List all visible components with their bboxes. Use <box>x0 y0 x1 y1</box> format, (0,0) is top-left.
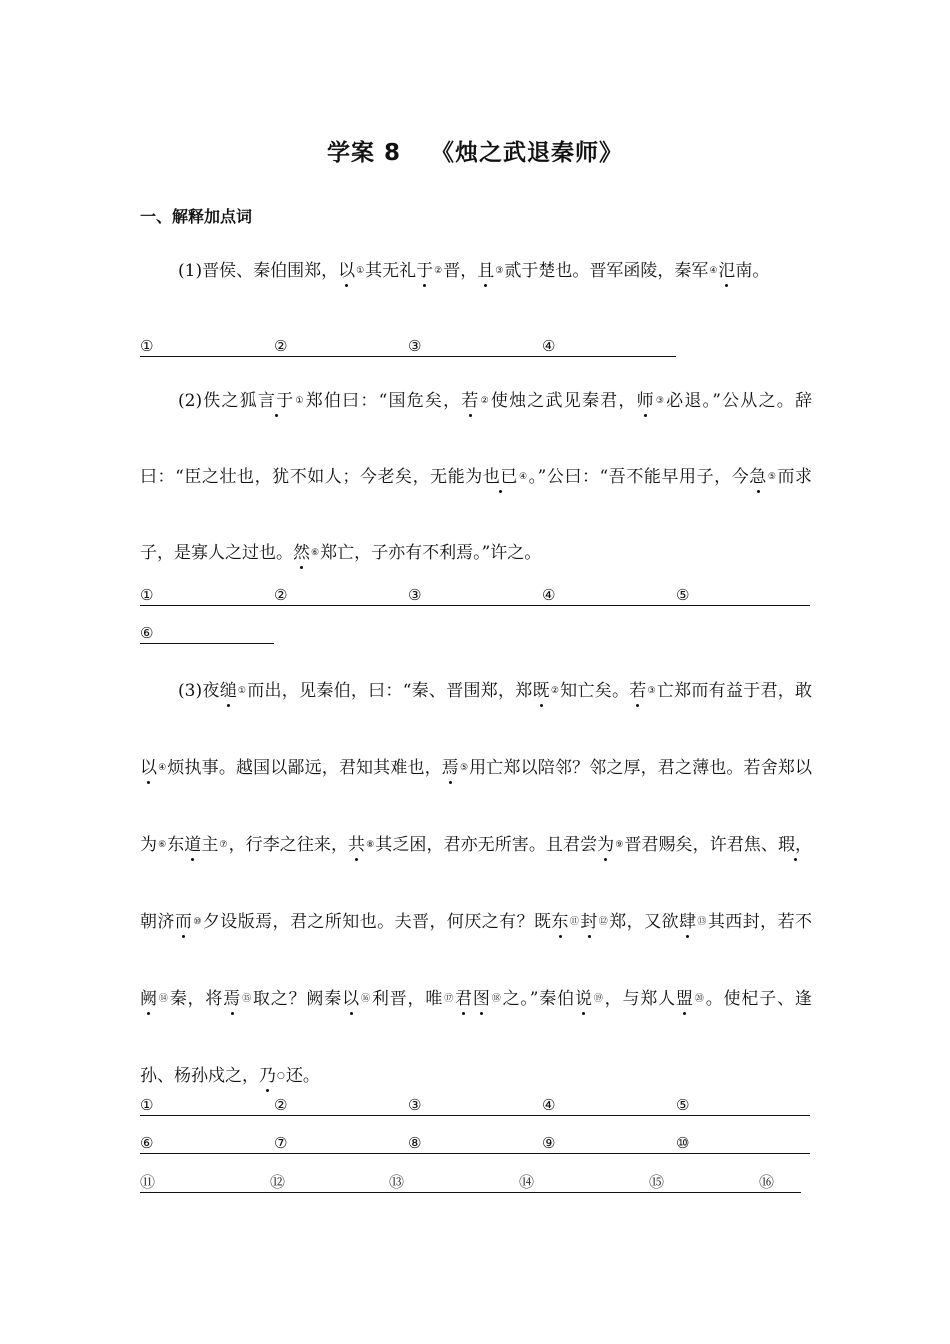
answer-blank[interactable]: ② <box>274 1095 408 1116</box>
answer-blank[interactable]: ⑥ <box>140 623 274 644</box>
dotted-word: 然 <box>293 543 310 563</box>
answer-blank[interactable]: ④ <box>542 585 676 606</box>
note-number: ⑦ <box>219 840 228 850</box>
note-number: ③ <box>495 266 504 276</box>
title-lesson-number: 学案 8 <box>326 140 401 166</box>
answer-blank[interactable]: ⑤ <box>676 1095 810 1116</box>
dotted-word: 焉 <box>441 758 459 778</box>
answer-blank[interactable]: ⑭ <box>519 1172 649 1193</box>
note-number: ② <box>434 266 443 276</box>
dotted-word: 于 <box>416 261 434 281</box>
note-number: ⑥ <box>311 548 320 558</box>
passage-paragraph-2: (2)佚之狐言于①郑伯曰：“国危矣，若②使烛之武见秦君，师③必退。”公从之。辞曰：“臣之壮也，犹不如人；今老矣，无能为也已④。”公曰：“吾不能早用子，今急⑤而求子，是寡人之过也。然⑥郑亡，子亦有不利焉。”许之。 <box>140 391 813 563</box>
note-number: ⑥ <box>158 840 167 850</box>
note-number: ④ <box>158 763 167 773</box>
dotted-word: 肆 <box>678 912 697 932</box>
answer-blank[interactable]: ⑫ <box>270 1172 389 1193</box>
answer-blank[interactable]: ⑪ <box>140 1172 270 1193</box>
note-number: ① <box>237 686 247 696</box>
note-number: ⑧ <box>366 840 375 850</box>
dotted-word: 氾 <box>718 261 736 281</box>
dotted-word: 阙 <box>140 989 158 1009</box>
dotted-word: 言于 <box>257 391 295 411</box>
dotted-word: 东道主 <box>167 835 219 855</box>
dotted-word: 既 <box>532 681 550 701</box>
answer-blank[interactable]: ⑦ <box>274 1133 408 1154</box>
dotted-word: 图 <box>472 989 491 1009</box>
dotted-word: 以为 <box>140 758 813 855</box>
dotted-word: 封 <box>580 912 598 932</box>
answer-blank[interactable]: ② <box>274 336 408 357</box>
answer-blank[interactable]: ③ <box>408 1095 542 1116</box>
note-number: ④ <box>709 266 718 276</box>
note-number: ⑫ <box>598 917 609 927</box>
note-number: ① <box>295 396 305 406</box>
page-title <box>0 134 950 167</box>
dotted-word: 以 <box>140 758 158 778</box>
answer-blank[interactable]: ④ <box>542 1095 676 1116</box>
dotted-word: 而 <box>174 912 193 932</box>
note-number: ④ <box>518 472 528 482</box>
answer-blank[interactable]: ⑧ <box>408 1133 542 1154</box>
note-number: ⑬ <box>697 917 707 927</box>
note-number: ⑰ <box>444 994 455 1004</box>
dotted-word: 师 <box>636 391 655 411</box>
note-number: ⑱ <box>491 994 502 1004</box>
answer-blank[interactable]: ③ <box>408 336 542 357</box>
answer-blank[interactable]: ① <box>140 1095 274 1116</box>
answer-blank[interactable]: ⑩ <box>676 1133 810 1154</box>
dotted-word: 以 <box>342 989 360 1009</box>
answer-blank[interactable]: ③ <box>408 585 542 606</box>
note-number: ⑯ <box>360 994 371 1004</box>
note-number: ⑭ <box>158 994 169 1004</box>
dotted-word: 以 <box>338 261 356 281</box>
note-number: ① <box>356 266 365 276</box>
answer-blank[interactable]: ⑮ <box>649 1172 759 1193</box>
dotted-word: 君 <box>455 989 473 1009</box>
note-number: ⑳ <box>694 994 705 1004</box>
dotted-word: 缒 <box>219 681 237 701</box>
note-number: ⑤ <box>459 763 469 773</box>
note-number: ⑮ <box>242 994 252 1004</box>
note-number: ② <box>550 686 560 696</box>
dotted-word: 若 <box>461 391 480 411</box>
passage-paragraph-1: (1)晋侯、秦伯围郑，以①其无礼于②晋，且③贰于楚也。晋军函陵，秦军④氾南。 <box>178 261 770 281</box>
note-number: ⑩ <box>193 917 202 927</box>
note-number: ⑨ <box>615 840 624 850</box>
dotted-word: 东 <box>551 912 569 932</box>
dotted-word: 焉 <box>223 989 242 1009</box>
note-number: ③ <box>647 686 656 696</box>
answer-blank[interactable]: ⑬ <box>389 1172 519 1193</box>
note-number: ③ <box>655 396 666 406</box>
title-text-name: 《烛之武退秦师》 <box>431 140 623 166</box>
note-number: ⑪ <box>569 917 580 927</box>
dotted-word: 也已 <box>482 467 518 487</box>
dotted-word: 共 <box>348 835 366 855</box>
answer-blank[interactable]: ⑤ <box>676 585 810 606</box>
dotted-word: 为 <box>597 835 615 855</box>
note-number: ⑤ <box>767 472 777 482</box>
note-number: ② <box>480 396 490 406</box>
answer-blank[interactable]: ① <box>140 336 274 357</box>
note-number: ⑲ <box>593 994 604 1004</box>
passage-paragraph-3: (3)夜缒①而出，见秦伯，曰：“秦、晋围郑，郑既②知亡矣。若③亡郑而有益于君，敢以④烦执事。越国以鄙远，君知其难也，焉⑤用亡郑以陪邻？邻之厚，君之薄也。若舍郑以为⑥东道主⑦，行李之往来，共⑧其乏困，君亦无所害。且君尝为⑨晋君赐矣，许君焦、瑕，朝济而⑩夕设版焉，君之所知也。夫晋，何厌之有？既东⑪封⑫郑，又欲肆⑬其西封，若不阙⑭秦，将焉⑮取之？阙秦以⑯利晋，唯⑰君图⑱之。”秦伯说⑲，与郑人盟⑳。使杞子、逢孙、杨孙戍之，乃○还。 <box>140 681 813 1086</box>
section-heading: 一、解释加点词 <box>140 207 253 226</box>
answer-blank[interactable]: ② <box>274 585 408 606</box>
dotted-word: 若 <box>629 681 647 701</box>
answer-blank[interactable]: ⑨ <box>542 1133 676 1154</box>
dotted-word: 乃 <box>259 1066 276 1086</box>
dotted-word: 急 <box>749 467 767 487</box>
dotted-word: 盟 <box>676 989 694 1009</box>
answer-blank[interactable]: ④ <box>542 336 676 357</box>
note-number: ○ <box>277 1071 285 1081</box>
dotted-word: 且 <box>477 261 495 281</box>
answer-blank[interactable]: ① <box>140 585 274 606</box>
answer-blank[interactable]: ⑥ <box>140 1133 274 1154</box>
dotted-word: 说 <box>574 989 593 1009</box>
answer-blank[interactable]: ⑯ <box>759 1172 801 1193</box>
